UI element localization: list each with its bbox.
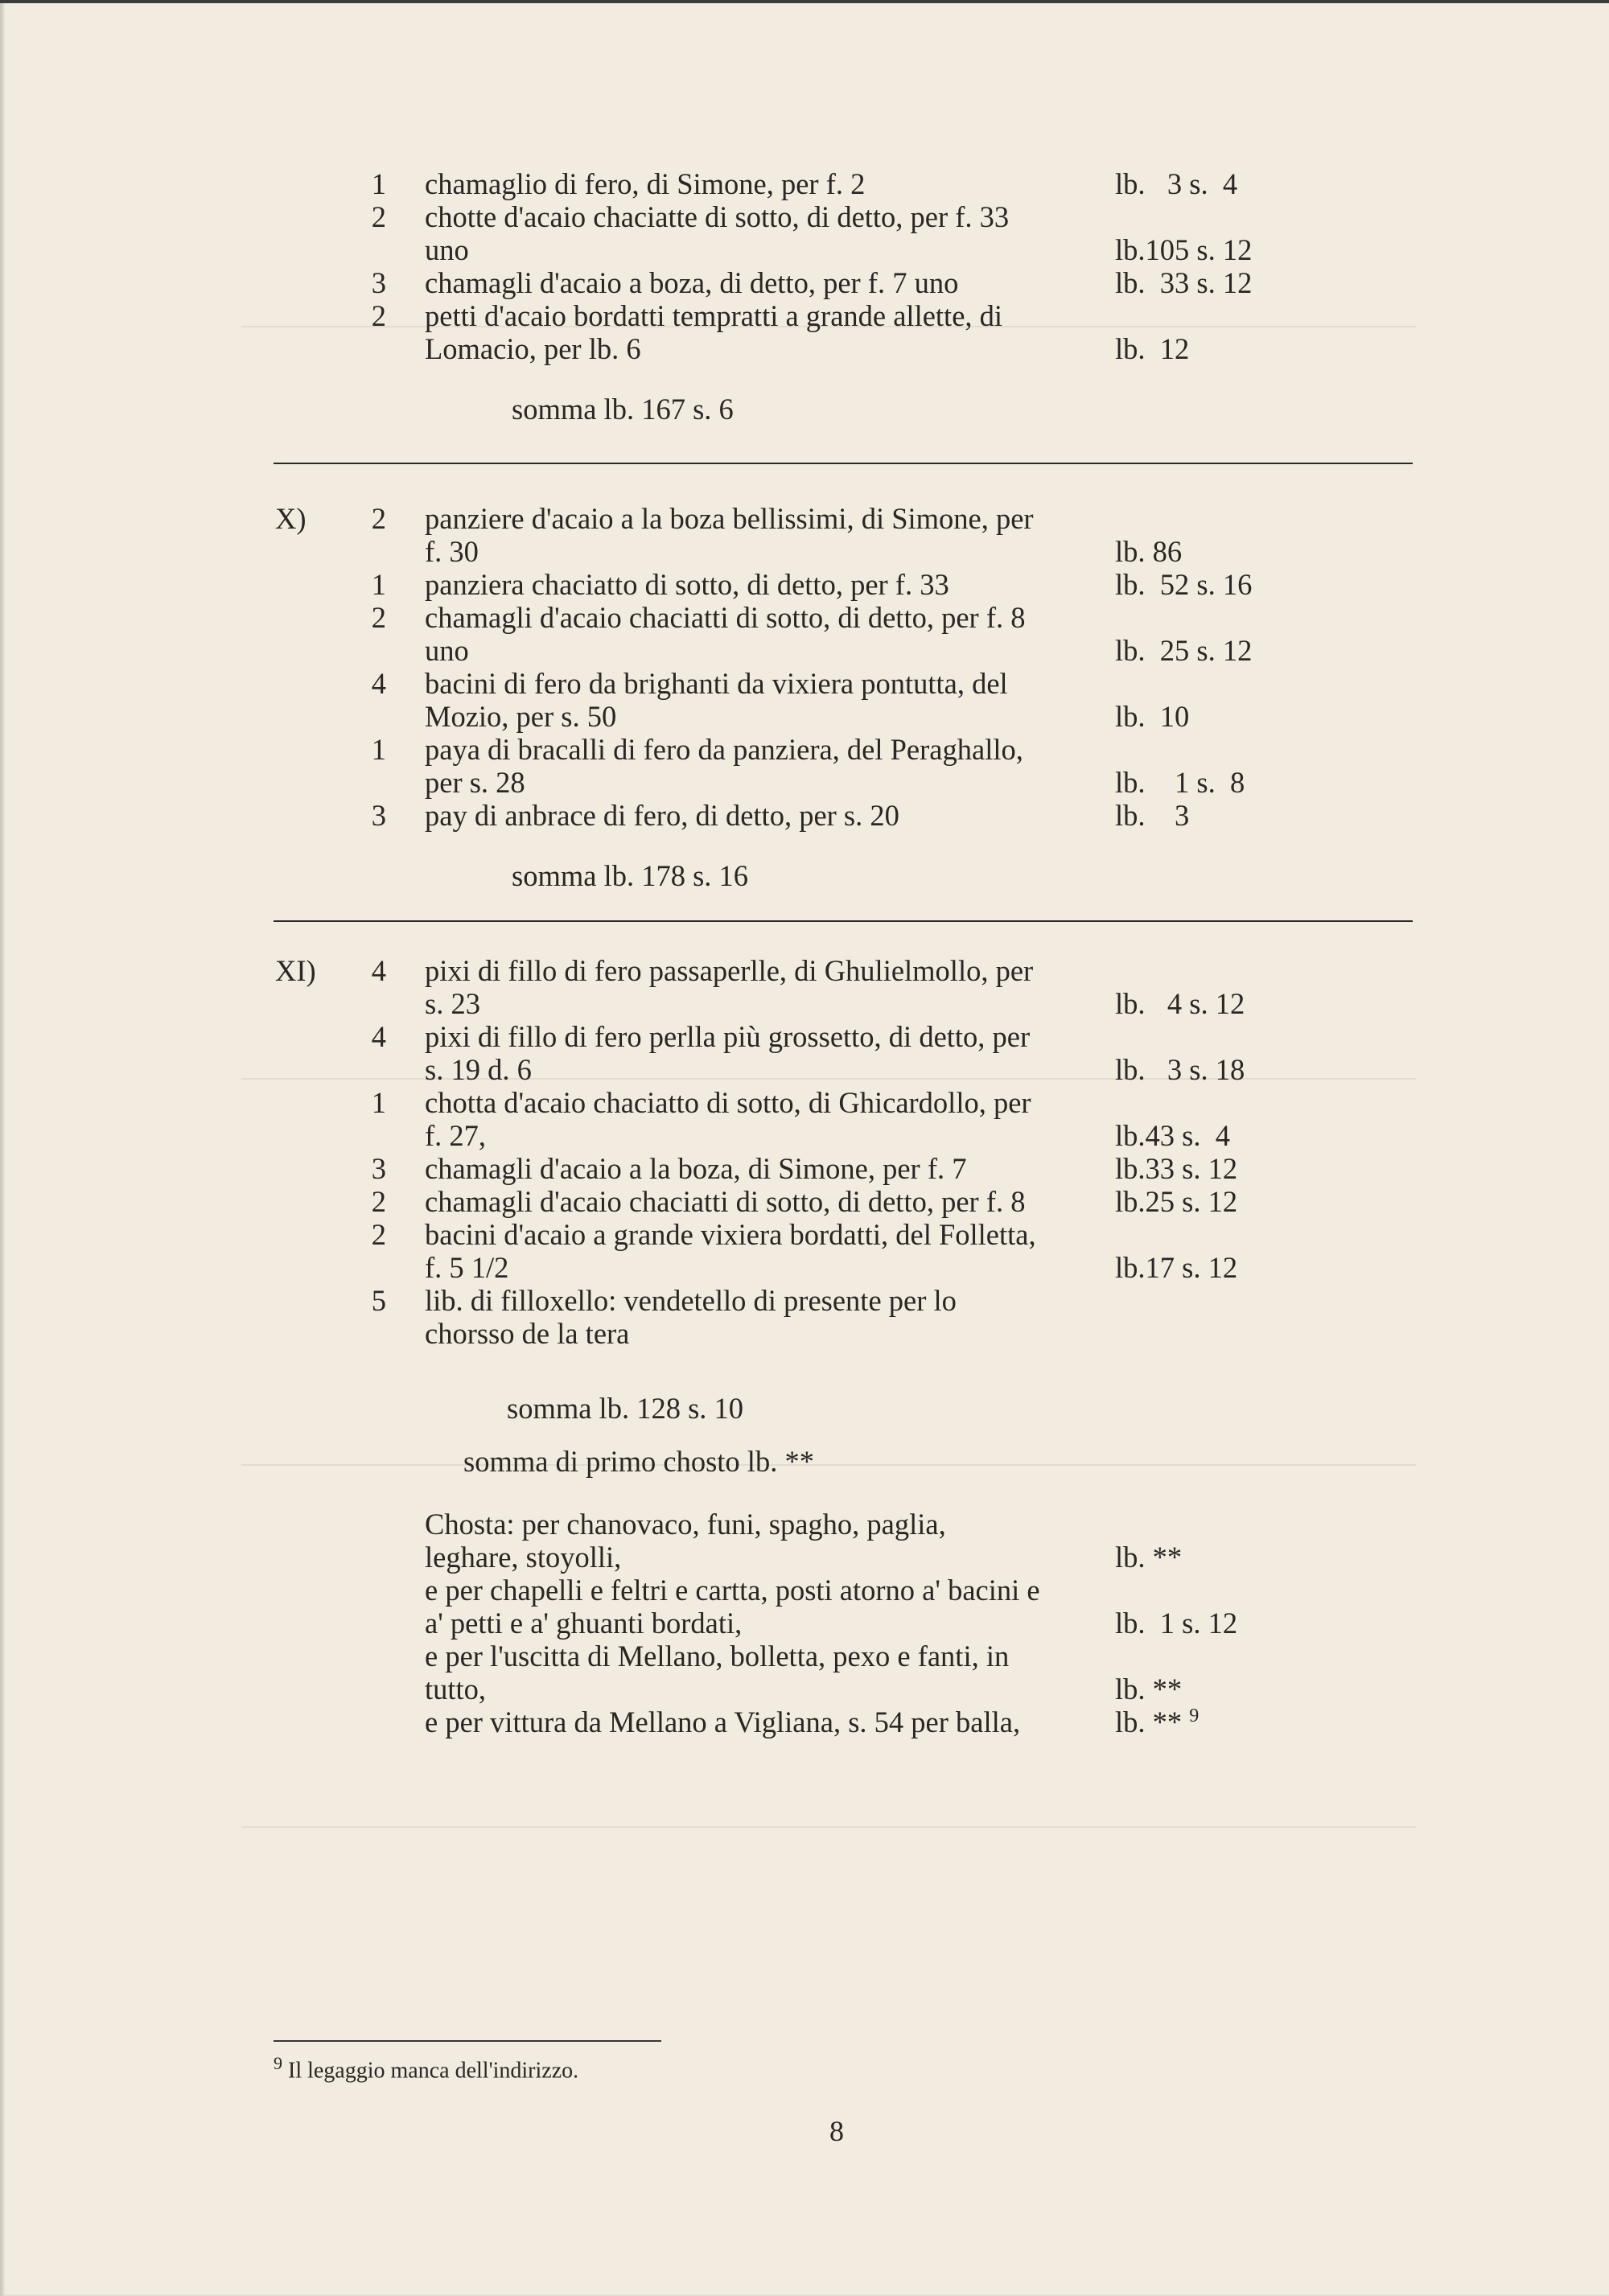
item-description: bacini di fero da brighanti da vixiera pontutta, del: [425, 667, 1008, 700]
item-description: per s. 28: [425, 766, 525, 799]
item-description: bacini d'acaio a grande vixiera bordatti, del Folletta,: [425, 1218, 1036, 1251]
item-quantity: 3: [371, 1152, 386, 1185]
cost-amount-value: lb. **: [1115, 1541, 1183, 1574]
section-divider: [274, 920, 1413, 922]
item-amount: lb. 33 s. 12: [1115, 266, 1253, 299]
footnote-reference: 9: [1189, 1705, 1200, 1726]
item-quantity: 2: [371, 601, 386, 634]
item-quantity: 1: [371, 733, 386, 766]
item-quantity: 4: [371, 1020, 386, 1053]
item-description: petti d'acaio bordatti tempratti a grande allette, di: [425, 299, 1003, 332]
item-quantity: 2: [371, 299, 386, 332]
footnote: [274, 2053, 578, 2084]
cost-amount: [1115, 1607, 1237, 1640]
cost-description: a' petti e a' ghuanti bordati,: [425, 1607, 743, 1640]
item-amount: lb. 86: [1115, 535, 1183, 568]
section-label: XI): [275, 954, 316, 987]
item-description: pay di anbrace di fero, di detto, per s. 20: [425, 799, 899, 832]
item-quantity: 1: [371, 568, 386, 601]
cost-amount: [1115, 1541, 1182, 1574]
item-quantity: 3: [371, 799, 386, 832]
cost-amount-value: lb. **: [1115, 1706, 1183, 1738]
cost-amount: [1115, 1673, 1182, 1706]
item-amount: lb. 25 s. 12: [1115, 634, 1253, 667]
item-amount: lb.43 s. 4: [1115, 1119, 1230, 1152]
item-description: Lomacio, per lb. 6: [425, 332, 641, 365]
item-amount: lb. 12: [1115, 332, 1190, 365]
item-amount: lb. 1 s. 8: [1115, 766, 1245, 799]
item-description: pixi di fillo di fero passaperlle, di Ghulielmollo, per: [425, 954, 1034, 987]
item-description: f. 27,: [425, 1119, 487, 1152]
item-amount: lb.17 s. 12: [1115, 1251, 1238, 1284]
item-amount: lb.33 s. 12: [1115, 1152, 1238, 1185]
item-quantity: 2: [371, 1218, 386, 1251]
bleed-through-rule: [241, 1826, 1416, 1828]
item-quantity: 2: [371, 1185, 386, 1218]
cost-amount-value: lb. 1 s. 12: [1115, 1607, 1238, 1640]
section-total: somma lb. 128 s. 10: [507, 1392, 744, 1425]
section-divider: [274, 463, 1413, 464]
item-description: uno: [425, 634, 469, 667]
cost-description: leghare, stoyolli,: [425, 1541, 622, 1574]
item-description: uno: [425, 233, 469, 266]
cost-description: e per l'uscitta di Mellano, bolletta, pexo e fanti, in: [425, 1640, 1010, 1673]
primo-chosto-total: somma di primo chosto lb. **: [463, 1445, 814, 1478]
item-amount: lb.25 s. 12: [1115, 1185, 1238, 1218]
item-description: f. 30: [425, 535, 479, 568]
item-description: s. 23: [425, 987, 480, 1020]
item-description: Mozio, per s. 50: [425, 700, 617, 733]
item-description: chamagli d'acaio chaciatti di sotto, di detto, per f. 8: [425, 601, 1026, 634]
item-description: chorsso de la tera: [425, 1317, 630, 1350]
item-quantity: 2: [371, 502, 386, 535]
item-description: paya di bracalli di fero da panziera, del Peraghallo,: [425, 733, 1023, 766]
item-quantity: 1: [371, 167, 386, 200]
item-amount: lb. 3: [1115, 799, 1190, 832]
item-quantity: 5: [371, 1284, 386, 1317]
cost-amount-value: lb. **: [1115, 1673, 1183, 1706]
item-amount: lb. 3 s. 4: [1115, 167, 1238, 200]
item-description: lib. di filloxello: vendetello di presente per lo: [425, 1284, 957, 1317]
item-description: chotta d'acaio chaciatto di sotto, di Ghicardollo, per: [425, 1086, 1031, 1119]
footnote-text: Il legaggio manca dell'indirizzo.: [288, 2058, 579, 2084]
item-description: chamagli d'acaio a boza, di detto, per f. 7 uno: [425, 266, 959, 299]
item-quantity: 2: [371, 200, 386, 233]
item-amount: lb. 52 s. 16: [1115, 568, 1253, 601]
footnote-rule: [274, 2040, 661, 2042]
item-description: s. 19 d. 6: [425, 1053, 532, 1086]
item-quantity: 4: [371, 954, 386, 987]
item-description: f. 5 1/2: [425, 1251, 509, 1284]
item-description: panziera chaciatto di sotto, di detto, per f. 33: [425, 568, 949, 601]
item-quantity: 4: [371, 667, 386, 700]
cost-amount: [1115, 1706, 1199, 1739]
section-total: somma lb. 178 s. 16: [512, 859, 749, 892]
cost-description: e per vittura da Mellano a Vigliana, s. 54 per balla,: [425, 1706, 1021, 1738]
item-amount: lb. 10: [1115, 700, 1190, 733]
item-quantity: 3: [371, 266, 386, 299]
section-label: X): [275, 502, 307, 535]
item-amount: lb. 4 s. 12: [1115, 987, 1245, 1020]
item-description: chotte d'acaio chaciatte di sotto, di detto, per f. 33: [425, 200, 1010, 233]
top-edge: [0, 0, 1609, 3]
item-description: chamagli d'acaio chaciatti di sotto, di detto, per f. 8: [425, 1185, 1026, 1218]
item-description: chamaglio di fero, di Simone, per f. 2: [425, 167, 866, 200]
item-quantity: 1: [371, 1086, 386, 1119]
section-total: somma lb. 167 s. 6: [512, 393, 734, 426]
item-description: panziere d'acaio a la boza bellissimi, di Simone, per: [425, 502, 1034, 535]
cost-description: e per chapelli e feltri e cartta, posti atorno a' bacini e: [425, 1574, 1040, 1607]
page-number: 8: [829, 2115, 844, 2147]
cost-description: Chosta: per chanovaco, funi, spagho, paglia,: [425, 1508, 946, 1541]
item-amount: lb. 3 s. 18: [1115, 1053, 1245, 1086]
footnote-number: 9: [274, 2053, 282, 2073]
item-amount: lb.105 s. 12: [1115, 233, 1253, 266]
bleed-through-rule: [241, 1464, 1416, 1466]
item-description: chamagli d'acaio a la boza, di Simone, per f. 7: [425, 1152, 967, 1185]
item-description: pixi di fillo di fero perlla più grossetto, di detto, per: [425, 1020, 1031, 1053]
cost-description: tutto,: [425, 1673, 487, 1706]
